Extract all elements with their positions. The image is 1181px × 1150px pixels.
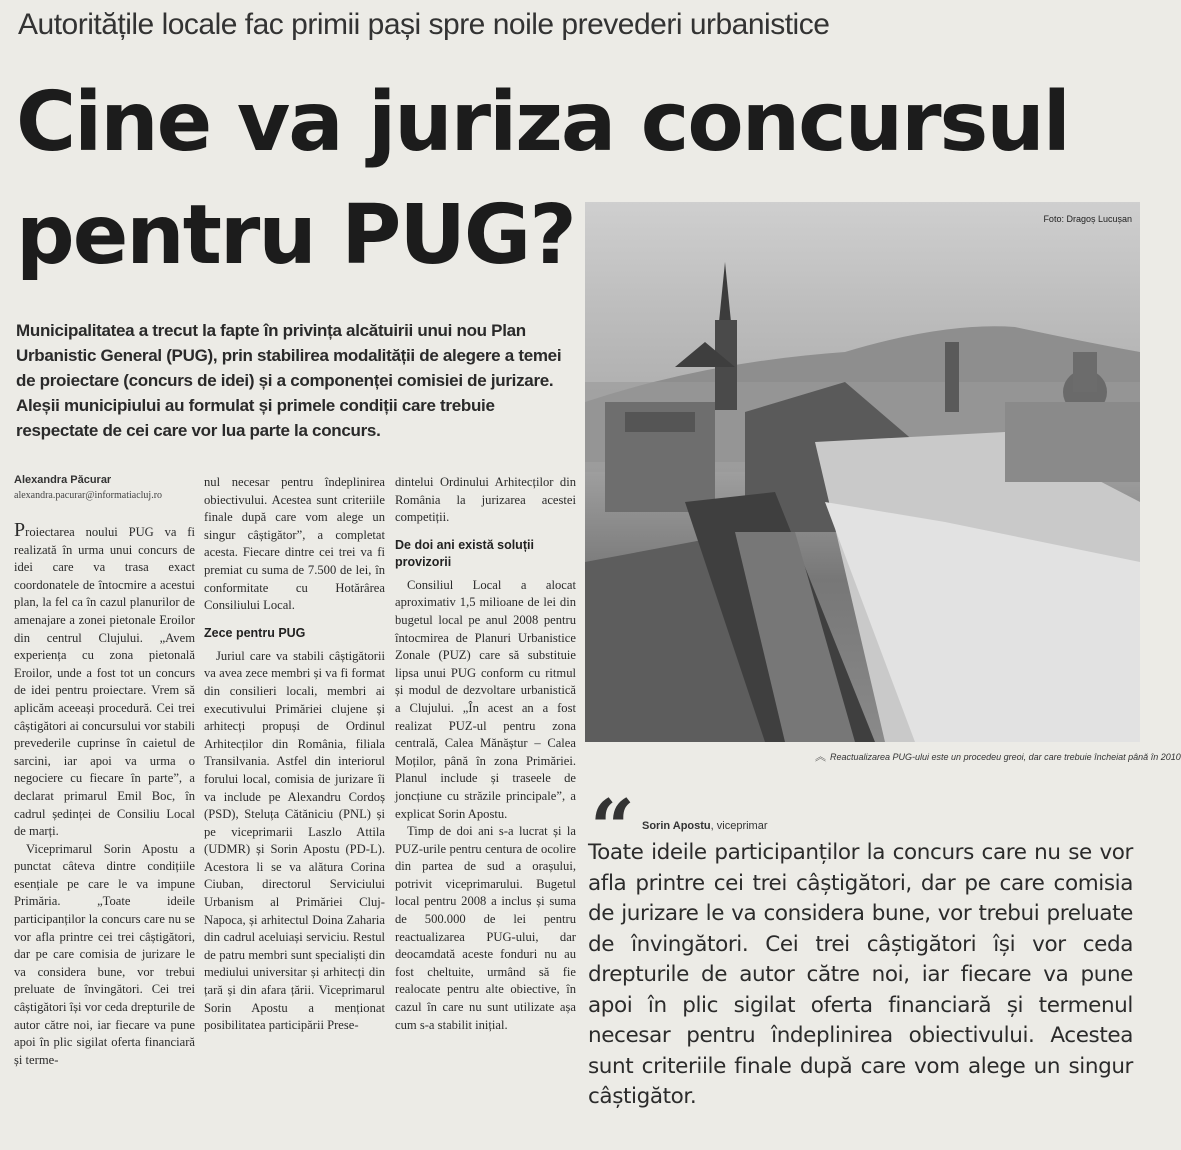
kicker: Autoritățile locale fac primii pași spre noile prevederi urbanistice (18, 8, 830, 41)
body-column-3 (395, 474, 576, 1034)
quote-mark-icon: “ (590, 783, 635, 874)
body-paragraph: nul necesar pentru îndeplinirea obiectivului. Acestea sunt criteriile finale după care vom alege un singur câștigător”, a completat acesta. Fiecare dintre cei trei va fi premiat cu suma de 7.500 de lei, în conformitate cu Hotărârea Consiliului Local. (204, 475, 385, 613)
city-photo (585, 202, 1140, 742)
subhead-zece-pentru-pug: Zece pentru PUG (204, 625, 306, 640)
pull-quote: Toate ideile participanților la concurs care nu se vor afla printre cei trei câștigători, dar pe care comisia de jurizare le va considera bune, vor trebui preluate de învingători. Cei trei câștigători își vor ceda drepturile de autor către noi, iar fiecare va pune apoi în plic sigilat oferta financiară și termenul necesar pentru îndeplinirea obiectivului. Acestea sunt criteriile finale după care vom alege un singur câștigător. (588, 840, 1133, 1109)
body-paragraph: Consiliul Local a alocat aproximativ 1,5 milioane de lei din bugetul local pe anul 2008 pentru întocmirea de Planuri Urbanistice Zonale (PUZ) care să substituie lipsa unui PUG conform cu ritmul și modul de dezvoltare urbanistică a Clujului. „În acest an a fost realizat PUZ-ul pentru zona centrală, Calea Mănăștur – Calea Moților, până în zona Primăriei. Planul include și traseele de joncțiune cu străzile principale”, a explicat Sorin Apostu. (395, 577, 576, 821)
body-paragraph: Timp de doi ani s-a lucrat și la PUZ-urile pentru centura de ocolire din partea de sud a orașului, potrivit viceprimarului. Bugetul local pentru 2008 a inclus și suma de 500.000 de lei pentru reactualizarea PUG-ului, dar deocamdată aceste fonduri nu au fost cheltuite, urmând să fie realocate pentru alte obiective, în cazul în care nu sunt utilizate așa cum s-a stabilit inițial. (395, 824, 576, 1032)
body-column-2 (204, 474, 385, 1035)
author-name: Alexandra Păcurar (14, 474, 112, 486)
author-email: alexandra.pacurar@informatiacluj.ro (14, 490, 163, 501)
headline-line-1: Cine va juriza concursul (16, 75, 1069, 170)
quote-attribution (642, 820, 768, 832)
body-column-1 (14, 519, 195, 1069)
quote-speaker-role: , viceprimar (710, 820, 768, 832)
drop-cap: P (14, 519, 26, 541)
body-paragraph: dintelui Ordinului Arhitecților din România la jurizarea acestei competiții. (395, 475, 576, 525)
subhead-solutii-provizorii: De doi ani există soluții provizorii (395, 537, 534, 569)
body-paragraph (14, 519, 195, 841)
quote-speaker: Sorin Apostu (642, 820, 711, 832)
headline-line-2: pentru PUG? (16, 188, 575, 283)
photo-credit: Foto: Dragoș Lucușan (1043, 214, 1132, 224)
body-paragraph: Juriul care va stabili câștigătorii va avea zece membri și va fi format din consilieri locali, membri ai executivului Primăriei clujene și arhitecți propuși de Ordinul Arhitecților din România, filiala Transilvania. Astfel din interiorul forului local, comisia de jurizare îi va include pe Alexandru Cordoș (PSD), Steluța Cătăniciu (PNL) și pe viceprimarii Laszlo Attila (UDMR) și Sorin Apostu (PD-L). Acestora li se va alătura Corina Ciuban, directorul Serviciului Urbanism al Primăriei Cluj-Napoca, și arhitectul Doina Zaharia din cadrul aceluiași serviciu. Restul de patru membri sunt specialiști din mediului universitar și arhitecți din țară și din afara țării. Viceprimarul Sorin Apostu a menționat posibilitatea participării Prese- (204, 648, 385, 1033)
photo-caption (815, 748, 1181, 764)
city-skyline-illustration (585, 202, 1140, 742)
body-paragraph: Viceprimarul Sorin Apostu a punctat câteva dintre condițiile esențiale pe care le va impune Primăria. „Toate ideile participanților la concurs care nu se vor afla printre cei trei câștigători, dar pe care comisia de jurizare le va considera bune, vor trebui preluate de învingători. Cei trei câștigători își vor ceda drepturile de autor către noi, iar fiecare va pune apoi în plic sigilat oferta financiară și terme- (14, 841, 195, 1067)
body-text: roiectarea noului PUG va fi realizată în urma unui concurs de idei care va trasa exact coordonatele de întocmire a acestui plan, la fel ca în cazul planurilor de amenajare a zonei pietonale Eroilor din centrul Clujului. „Avem experiența cu zona pietonală Eroilor, unde a fost tot un concurs de idei pentru proiectare. Vrem să aplicăm aceeași procedură. Cei trei câștigători ai concursului vor stabili prevederile cuprinse în caietul de sarcini, iar apoi va urma o negociere cu fiecare în parte”, a declarat primarul Emil Boc, în cadrul ședinței de Consiliu Local de marți. (14, 525, 195, 839)
double-chevron-icon: ︽ (815, 751, 826, 763)
lead-paragraph: Municipalitatea a trecut la fapte în privința alcătuirii unui nou Plan Urbanistic General (PUG), prin stabilirea modalității de alegere a temei de proiectare (concurs de idei) și a componenței comisiei de jurizare. Aleșii municipiului au formulat și primele condiții care trebuie respectate de cei care vor lua parte la concurs. (16, 321, 562, 440)
photo-caption-text: Reactualizarea PUG-ului este un procedeu greoi, dar care trebuie încheiat până în 2010 (830, 752, 1181, 762)
